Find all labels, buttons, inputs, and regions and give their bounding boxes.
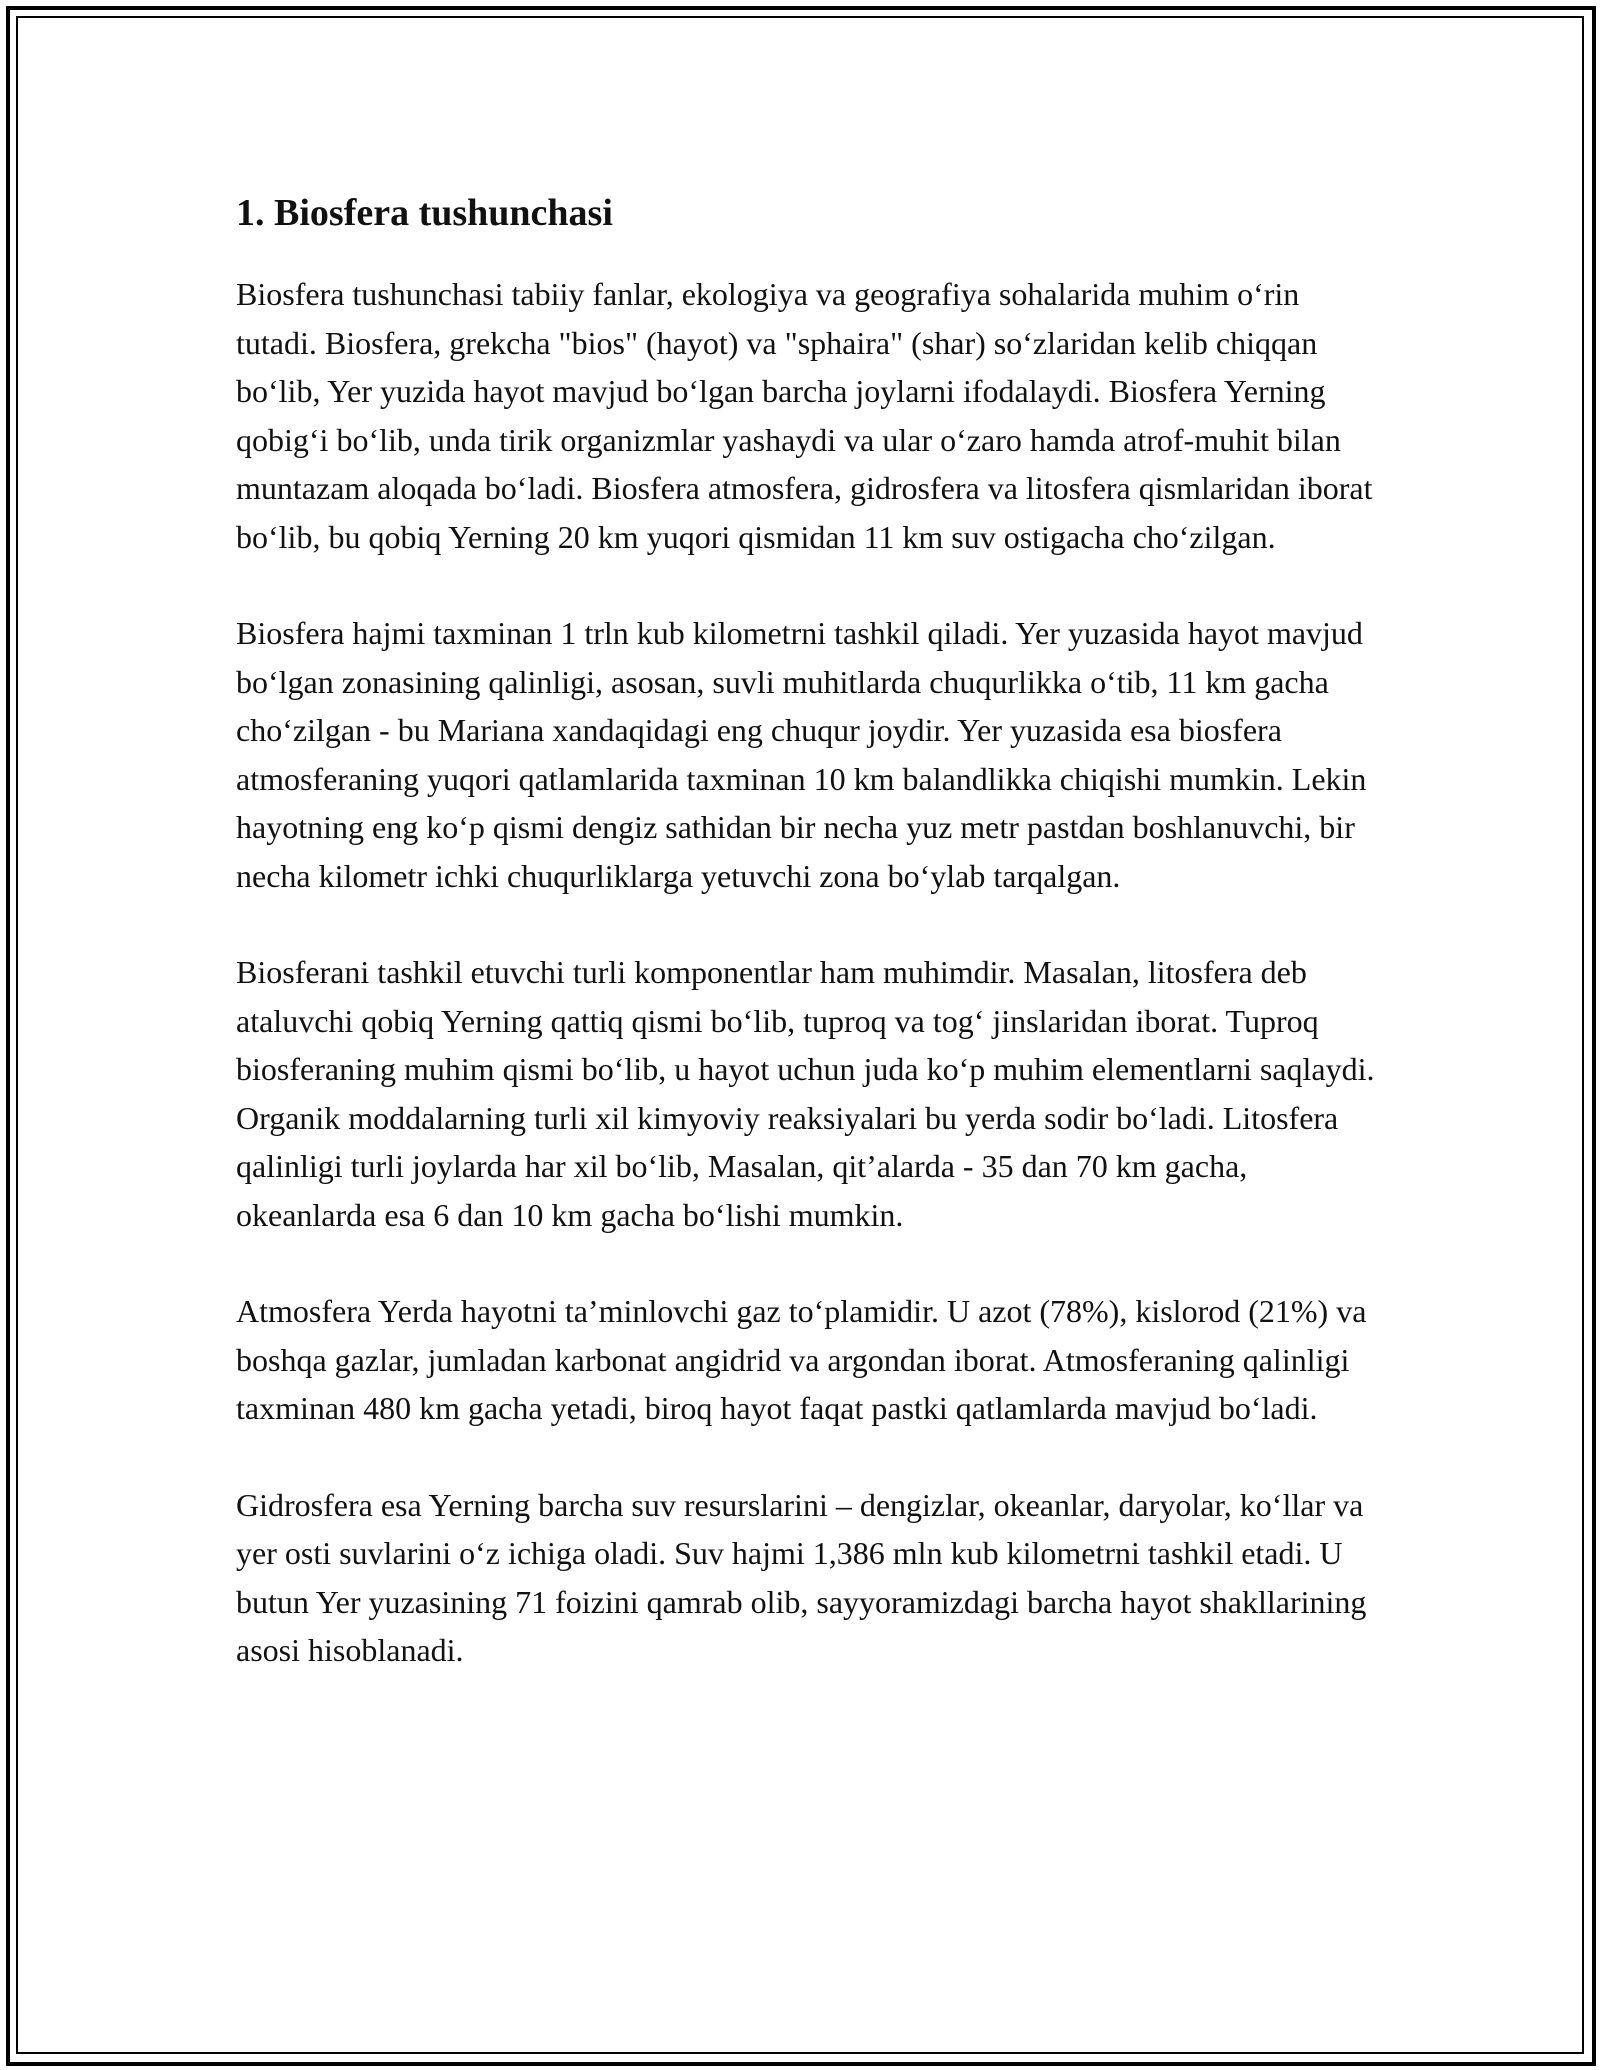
paragraph-1: Biosfera tushunchasi tabiiy fanlar, ekologiya va geografiya sohalarida muhim o‘rin tutadi. Biosfera, grekcha "bios" (hayot) va "sphaira" (shar) so‘zlaridan kelib chiqqan bo‘lib, Yer yuzida hayot mavjud bo‘lgan barcha joylarni ifodalaydi. Biosfera Yerning qobig‘i bo‘lib, unda tirik organizmlar yashaydi va ular o‘zaro hamda atrof-muhit bilan muntazam aloqada bo‘ladi. Biosfera atmosfera, gidrosfera va litosfera qismlaridan iborat bo‘lib, bu qobiq Yerning 20 km yuqori qismidan 11 km suv ostigacha cho‘zilgan. <box>236 276 1373 555</box>
paragraph-5: Gidrosfera esa Yerning barcha suv resurslarini – dengizlar, okeanlar, daryolar, ko‘llar va yer osti suvlarini o‘z ichiga oladi. Suv hajmi 1,386 mln kub kilometrni tashkil etadi. U butun Yer yuzasining 71 foizini qamrab olib, sayyoramizdagi barcha hayot shakllarining asosi hisoblanadi. <box>236 1486 1367 1668</box>
document-body <box>236 184 1376 1723</box>
paragraph-2: Biosfera hajmi taxminan 1 trln kub kilometrni tashkil qiladi. Yer yuzasida hayot mavjud bo‘lgan zonasining qalinligi, asosan, suvli muhitlarda chuqurlikka o‘tib, 11 km gacha cho‘zilgan - bu Mariana xandaqidagi eng chuqur joydir. Yer yuzasida esa biosfera atmosferaning yuqori qatlamlarida taxminan 10 km balandlikka chiqishi mumkin. Lekin hayotning eng ko‘p qismi dengiz sathidan bir necha yuz metr pastdan boshlanuvchi, bir necha kilometr ichki chuqurliklarga yetuvchi zona bo‘ylab tarqalgan. <box>236 615 1367 894</box>
paragraph-3: Biosferani tashkil etuvchi turli komponentlar ham muhimdir. Masalan, litosfera deb ataluvchi qobiq Yerning qattiq qismi bo‘lib, tuproq va tog‘ jinslaridan iborat. Tuproq biosferaning muhim qismi bo‘lib, u hayot uchun juda ko‘p muhim elementlarni saqlaydi. Organik moddalarning turli xil kimyoviy reaksiyalari bu yerda sodir bo‘ladi. Litosfera qalinligi turli joylarda har xil bo‘lib, Masalan, qit’alarda - 35 dan 70 km gacha, okeanlarda esa 6 dan 10 km gacha bo‘lishi mumkin. <box>236 954 1375 1233</box>
section-heading: 1. Biosfera tushunchasi <box>236 192 613 234</box>
paragraph-4: Atmosfera Yerda hayotni ta’minlovchi gaz to‘plamidir. U azot (78%), kislorod (21%) va boshqa gazlar, jumladan karbonat angidrid va argondan iborat. Atmosferaning qalinligi taxminan 480 km gacha yetadi, biroq hayot faqat pastki qatlamlarda mavjud bo‘ladi. <box>236 1293 1367 1426</box>
